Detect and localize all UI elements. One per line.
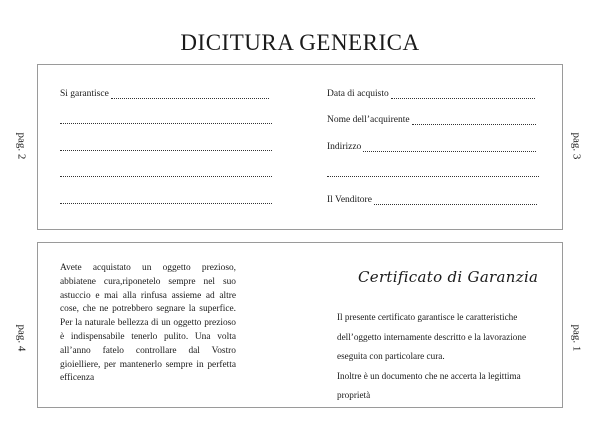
guarantee-line[interactable] [111, 90, 269, 99]
certificate-line-3: eseguita con particolare cura. [337, 351, 445, 361]
certificate-line-2: dell’oggetto internamente descritto e la lavorazione [337, 331, 527, 342]
seller-field[interactable] [327, 195, 537, 205]
guarantee-line-3[interactable] [60, 142, 272, 151]
guarantee-field[interactable] [60, 89, 269, 99]
certificate-line-4: Inoltre è un documento che ne accerta la legittima [337, 370, 521, 381]
certificate-title: Certificato di Garanzia [358, 268, 539, 286]
certificate-line-1: Il presente certificato garantisce le caratteristiche [337, 312, 518, 322]
guarantee-line-4[interactable] [60, 168, 272, 177]
address-label: Indirizzo [327, 142, 362, 152]
buyer-name-field[interactable] [327, 115, 536, 125]
buyer-name-label: Nome dell’acquirente [327, 115, 410, 125]
page-number-2: pag. 2 [15, 132, 28, 160]
purchase-date-label: Data di acquisto [327, 89, 389, 99]
page-title: DICITURA GENERICA [180, 30, 420, 55]
seller-label: Il Venditore [327, 195, 372, 205]
guarantee-line-5[interactable] [60, 195, 272, 204]
address-line-2[interactable] [327, 168, 539, 177]
purchase-date-field[interactable] [327, 89, 535, 99]
guarantee-line-2[interactable] [60, 115, 272, 124]
address-field[interactable] [327, 142, 536, 152]
care-instructions: Avete acquistato un oggetto prezioso, abbiatene cura,riponetelo sempre nel suo astuccio e mai alla rinfusa assieme ad altre cose, che ne potrebbero segnare la superfice. Per la naturale bellezza di un oggetto prezioso è indispensabile tenerlo pulito. Una volta all’anno fatelo controllare dal Vostro gioielliere, per mantenerlo sempre in perfetta efficenza [60, 263, 236, 384]
certificate-line-5: proprietà [337, 390, 371, 400]
guarantee-label: Si garantisce [60, 89, 109, 99]
page-number-3: pag. 3 [570, 132, 583, 160]
page-number-1: pag. 1 [570, 324, 583, 352]
page-number-4: pag. 4 [15, 324, 28, 352]
certificate-description [337, 308, 557, 406]
